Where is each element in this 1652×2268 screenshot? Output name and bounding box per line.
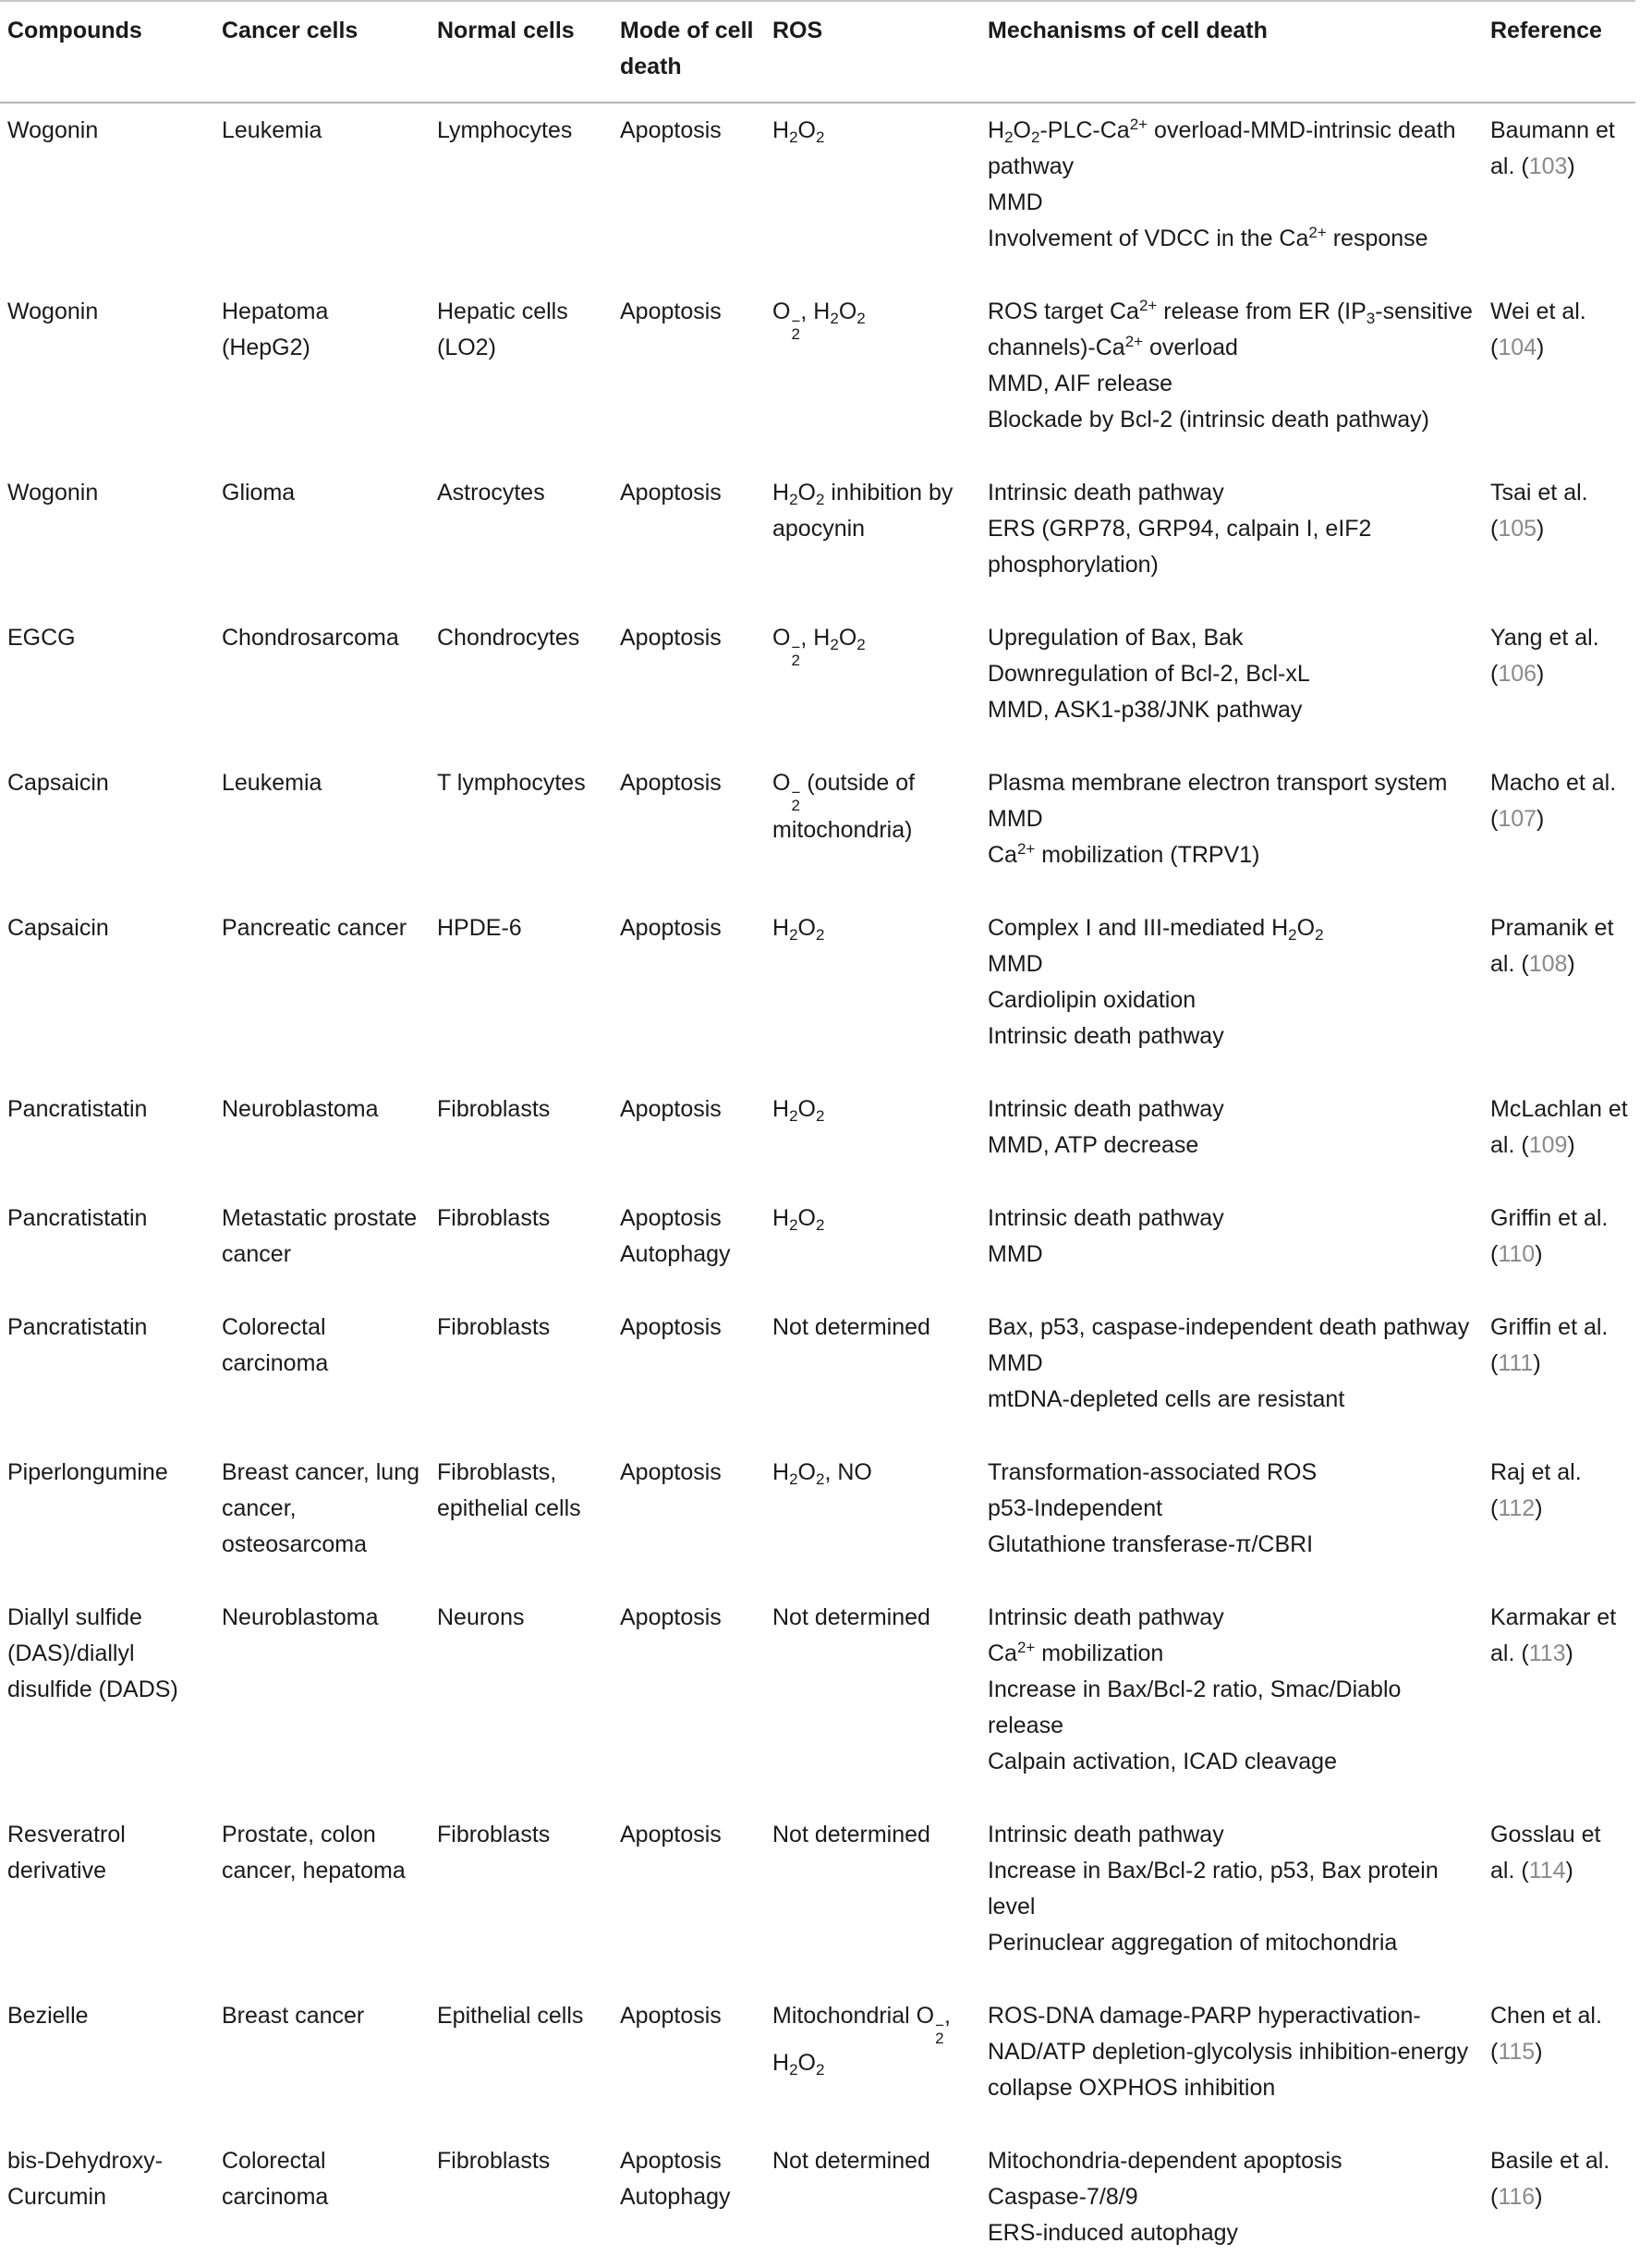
reference-author: Karmakar et al. [1490,1604,1617,1666]
mechanism-line: Mitochondria-dependent apoptosis [988,2148,1342,2174]
reference-author: Tsai et al. [1490,480,1588,506]
ros-cell: Not determined [772,1604,930,1630]
cancer-cells-cell: Colorectal carcinoma [222,2148,329,2210]
mechanisms-cell [980,1289,1483,1434]
header-mechanisms: Mechanisms of cell death [988,18,1268,43]
mode-cell: Apoptosis [620,625,722,651]
cancer-cells-cell: Pancreatic cancer [222,915,407,941]
reference-cell: Raj et al. (112) [1490,1459,1582,1521]
compound-cell: EGCG [7,625,76,651]
reference-link[interactable]: 110 [1498,1241,1536,1267]
mechanism-line: MMD, AIF release [988,371,1173,396]
reference-cell: Tsai et al. (105) [1490,480,1588,542]
ros-cell: Not determined [772,1314,930,1340]
reference-link[interactable]: 105 [1498,516,1537,542]
reference-cell: Wei et al. (104) [1490,299,1586,360]
reference-author: Pramanik et al. [1490,915,1614,977]
table-row [0,103,1635,274]
reference-author: Griffin et al. [1490,1205,1609,1231]
mechanism-line: Intrinsic death pathway [988,1205,1224,1231]
cancer-cells-cell: Glioma [222,480,296,506]
cancer-cells-cell: Metastatic prostate cancer [222,1205,418,1267]
mechanism-line: Intrinsic death pathway [988,1023,1224,1049]
mechanism-line: Complex I and III-mediated $H_2O_2$ [988,915,1324,944]
cancer-cells-cell: Colorectal carcinoma [222,1314,329,1376]
mode-cell: Apoptosis [620,299,722,324]
mechanisms-cell [980,745,1483,890]
ros-cell: Mitochondrial O − 2 , $H_2O_2$ [772,2003,951,2079]
compound-cell: Diallyl sulfide (DAS)/diallyl disulfide (DADS) [7,1604,178,1702]
compound-cell: Capsaicin [7,915,109,941]
mode-cell: Apoptosis [620,1459,722,1485]
mode-cell: Apoptosis [620,770,722,796]
mechanisms-cell [980,1180,1483,1289]
mechanisms-cell [980,2123,1483,2268]
reference-link[interactable]: 112 [1498,1495,1536,1521]
mode-cell: Apoptosis [620,480,722,506]
reference-link[interactable]: 114 [1528,1858,1566,1884]
ros-cell: $H_2O_2$ [772,1096,825,1125]
mode-cell: Apoptosis Autophagy [620,2148,731,2210]
mechanism-line: Cardiolipin oxidation [988,987,1196,1013]
mechanism-line: ERS-induced autophagy [988,2220,1239,2246]
normal-cells-cell: Chondrocytes [437,625,580,651]
normal-cells-cell: Lymphocytes [437,117,573,143]
mechanism-line: Involvement of VDCC in the $Ca^{2+}$ response [988,224,1428,251]
normal-cells-cell: Fibroblasts [437,1822,551,1847]
mechanism-line: ERS (GRP78, GRP94, calpain I, eIF2 phosphorylation) [988,516,1372,578]
reference-link[interactable]: 107 [1498,806,1537,832]
compound-cell: Wogonin [7,480,99,506]
mechanisms-cell [980,1978,1483,2123]
mechanisms-cell [980,1071,1483,1180]
compound-cell: Wogonin [7,299,99,324]
reference-cell: Macho et al. (107) [1490,770,1617,832]
mechanism-line: Intrinsic death pathway [988,480,1224,506]
reference-cell: Basile et al. (116) [1490,2148,1610,2210]
table-row [0,2123,1635,2268]
mechanisms-cell [980,1579,1483,1797]
table-row [0,1579,1635,1797]
reference-cell: Karmakar et al. (113) [1490,1604,1617,1666]
reference-author: Chen et al. [1490,2003,1602,2029]
reference-cell: McLachlan et al. (109) [1490,1096,1628,1158]
mechanism-line: Perinuclear aggregation of mitochondria [988,1930,1398,1956]
normal-cells-cell: Fibroblasts [437,1314,551,1340]
cancer-cells-cell: Leukemia [222,117,322,143]
normal-cells-cell: Fibroblasts [437,1205,551,1231]
reference-author: Baumann et al. [1490,117,1615,179]
header-cancer-cells: Cancer cells [222,18,358,43]
mechanism-line: Glutathione transferase-π/CBRI [988,1531,1314,1557]
reference-cell: Pramanik et al. (108) [1490,915,1614,977]
compound-cell: Pancratistatin [7,1314,148,1340]
cancer-cells-cell: Neuroblastoma [222,1096,379,1122]
header-normal-cells: Normal cells [437,18,575,43]
normal-cells-cell: HPDE-6 [437,915,522,941]
table-row [0,1434,1635,1579]
cancer-cells-cell: Leukemia [222,770,322,796]
cancer-cells-cell: Breast cancer [222,2003,365,2029]
mode-cell: Apoptosis [620,915,722,941]
mechanism-line: MMD [988,806,1043,832]
mode-cell: Apoptosis [620,117,722,143]
mechanism-line: Caspase-7/8/9 [988,2184,1138,2210]
header-mode-of-cell-death: Mode of cell death [620,18,754,79]
compound-cell: Pancratistatin [7,1205,148,1231]
mechanisms-cell [980,890,1483,1071]
reference-author: McLachlan et al. [1490,1096,1628,1158]
reference-link[interactable]: 113 [1528,1640,1566,1666]
normal-cells-cell: Fibroblasts, epithelial cells [437,1459,581,1521]
mechanism-line: ROS target $Ca^{2+}$ release from ER ($IP_3$-sensitive $channels)-Ca^{2+}$ overload [988,297,1473,360]
table-body [0,103,1635,2268]
cancer-cells-cell: Breast cancer, lung cancer, osteosarcoma [222,1459,420,1557]
mechanisms-cell [980,1797,1483,1978]
mechanisms-cell [980,103,1483,274]
reference-author: Raj et al. [1490,1459,1582,1485]
table-row [0,274,1635,455]
mechanisms-cell [980,274,1483,455]
ros-cell: $H_2O_2$ [772,915,825,944]
header-ros: ROS [772,18,823,43]
ros-cell: $H_2O_2$ [772,117,825,146]
compound-cell: Bezielle [7,2003,89,2029]
normal-cells-cell: T lymphocytes [437,770,586,796]
reference-cell: Gosslau et al. (114) [1490,1822,1601,1884]
mechanism-line: Downregulation of Bcl-2, Bcl-xL [988,661,1310,687]
normal-cells-cell: Epithelial cells [437,2003,584,2029]
ros-cell: Not determined [772,1822,930,1847]
reference-cell: Yang et al. (106) [1490,625,1599,687]
reference-author: Wei et al. [1490,299,1586,324]
table-row [0,455,1635,600]
mechanism-line: Calpain activation, ICAD cleavage [988,1749,1337,1774]
reference-link[interactable]: 109 [1528,1132,1568,1158]
mode-cell: Apoptosis [620,1822,722,1847]
mechanism-line: $Ca^{2+}$ mobilization [988,1639,1164,1666]
mechanism-line: MMD [988,951,1043,977]
ros-cell: $H_2O_2$ [772,1205,825,1234]
mechanism-line: MMD, ATP decrease [988,1132,1199,1158]
mechanism-line: ROS-DNA damage-PARP hyperactivation-NAD/ATP depletion-glycolysis inhibition-energy collapse OXPHOS inhibition [988,2003,1469,2101]
mechanism-line: Intrinsic death pathway [988,1604,1224,1630]
reference-author: Macho et al. [1490,770,1617,796]
mechanism-line: Intrinsic death pathway [988,1096,1224,1122]
compound-cell: Piperlongumine [7,1459,168,1485]
mechanisms-cell [980,1434,1483,1579]
mechanism-line: mtDNA-depleted cells are resistant [988,1386,1345,1412]
mode-cell: Apoptosis [620,2003,722,2029]
table-row [0,600,1635,745]
mechanism-line: Increase in Bax/Bcl-2 ratio, Smac/Diablo release [988,1677,1402,1738]
reference-cell: Chen et al. (115) [1490,2003,1602,2065]
cancer-cells-cell: Prostate, colon cancer, hepatoma [222,1822,406,1884]
normal-cells-cell: Neurons [437,1604,525,1630]
mechanism-line: $Ca^{2+}$ mobilization (TRPV1) [988,840,1260,868]
compound-cell: Resveratrol derivative [7,1822,126,1884]
table-row [0,1797,1635,1978]
mode-cell: Apoptosis [620,1314,722,1340]
reference-author: Griffin et al. [1490,1314,1609,1340]
reference-link[interactable]: 116 [1498,2184,1536,2210]
mechanism-line: MMD [988,1350,1043,1376]
mechanism-line: Blockade by Bcl-2 (intrinsic death pathway) [988,407,1430,433]
ros-cell: $H_2O_2$, NO [772,1459,872,1488]
table-row [0,1071,1635,1180]
compound-cell: Capsaicin [7,770,109,796]
cancer-cells-cell: Neuroblastoma [222,1604,379,1630]
mechanism-line: MMD [988,189,1043,215]
mechanism-line: Transformation-associated ROS [988,1459,1318,1485]
mechanism-line: Bax, p53, caspase-independent death pathway [988,1314,1470,1340]
table-row [0,1978,1635,2123]
mechanism-line: Increase in Bax/Bcl-2 ratio, p53, Bax protein level [988,1858,1439,1920]
reference-link[interactable]: 111 [1498,1350,1534,1376]
cancer-cells-cell: Chondrosarcoma [222,625,399,651]
mechanisms-cell [980,455,1483,600]
reference-author: Basile et al. [1490,2148,1610,2174]
reference-author: Yang et al. [1490,625,1599,651]
mechanism-line: MMD [988,1241,1043,1267]
normal-cells-cell: Fibroblasts [437,2148,551,2174]
mechanisms-cell [980,600,1483,745]
reference-cell: Griffin et al. (110) [1490,1205,1609,1267]
cancer-cells-cell: Hepatoma (HepG2) [222,299,329,360]
normal-cells-cell: Fibroblasts [437,1096,551,1122]
mechanism-line: Intrinsic death pathway [988,1822,1224,1847]
table-row [0,1180,1635,1289]
ros-cell: $H_2O_2$ inhibition by apocynin [772,480,954,542]
mode-cell: Apoptosis [620,1604,722,1630]
mechanism-line: Upregulation of Bax, Bak [988,625,1244,651]
reference-link[interactable]: 106 [1498,661,1537,687]
normal-cells-cell: Hepatic cells (LO2) [437,299,568,360]
table-header-row [0,0,1635,103]
header-compounds: Compounds [7,18,142,43]
ros-cell: O − 2 , $H_2O_2$ [772,625,866,669]
normal-cells-cell: Astrocytes [437,480,545,506]
reference-link[interactable]: 115 [1498,2039,1536,2065]
reference-cell: Baumann et al. (103) [1490,117,1615,179]
reference-cell: Griffin et al. (111) [1490,1314,1609,1376]
reference-link[interactable]: 108 [1528,951,1568,977]
reference-link[interactable]: 104 [1498,335,1537,360]
mode-cell: Apoptosis Autophagy [620,1205,731,1267]
header-reference: Reference [1490,18,1602,43]
reference-author: Gosslau et al. [1490,1822,1601,1884]
mechanism-line: MMD, ASK1-p38/JNK pathway [988,697,1303,723]
ros-cell: Not determined [772,2148,930,2174]
mechanism-line: Plasma membrane electron transport system [988,770,1448,796]
reference-link[interactable]: 103 [1528,153,1568,179]
ros-cell: O − 2 , $H_2O_2$ [772,299,866,343]
ros-cell: O − 2 (outside of mitochondria) [772,770,916,843]
mode-cell: Apoptosis [620,1096,722,1122]
table-row [0,890,1635,1071]
mechanism-line: p53-Independent [988,1495,1163,1521]
mechanism-line: $H_2O_2-PLC-Ca^{2+}$ overload-MMD-intrinsic death pathway [988,116,1456,179]
compound-cell: bis-Dehydroxy-Curcumin [7,2148,164,2210]
table-row [0,1289,1635,1434]
table-row [0,745,1635,890]
compound-cell: Pancratistatin [7,1096,148,1122]
compound-cell: Wogonin [7,117,99,143]
